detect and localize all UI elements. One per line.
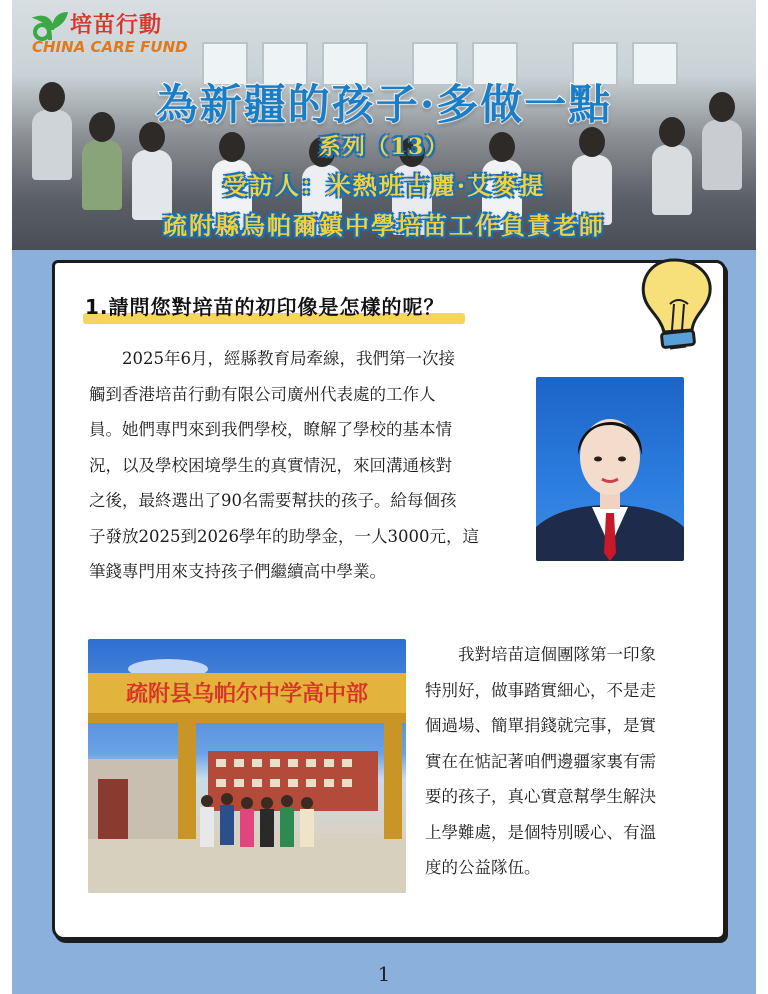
question-heading: 1.請問您對培苗的初印像是怎樣的呢？: [85, 295, 445, 319]
school-gate-illustration: [88, 639, 406, 893]
paragraph-line: 觸到香港培苗行動有限公司廣州代表處的工作人: [89, 384, 436, 404]
answer-paragraph-2: [425, 637, 695, 886]
paragraph-line: 上學難處，是個特別暖心、有溫: [425, 822, 656, 842]
paragraph-line: 個過場、簡單捐錢就完事，是實: [425, 716, 656, 735]
paragraph-line: 2025年6月，經縣教育局牽線，我們第一次接: [89, 349, 455, 368]
school-sign-text: 疏附县乌帕尔中学高中部: [125, 682, 369, 707]
page-number: 1: [377, 962, 391, 986]
paragraph-line: 筆錢專門用來支持孩子們繼續高中學業。: [89, 562, 386, 581]
paragraph-line: 況，以及學校困境學生的真實情況，來回溝通核對: [89, 455, 452, 475]
paragraph-line: 子發放2025到2026學年的助學金，一人3000元，這: [89, 526, 479, 546]
paragraph-line: 我對培苗這個團隊第一印象: [425, 645, 656, 664]
china-care-fund-logo: [32, 6, 192, 60]
answer-paragraph-1: [89, 341, 509, 590]
light-bulb-icon: [634, 252, 720, 356]
logo-english-text: CHINA CARE FUND: [32, 38, 188, 56]
logo-chinese-text: 培苗行動: [70, 13, 163, 38]
article-card: [52, 260, 726, 940]
series-label: 系列（13）: [318, 134, 450, 160]
paragraph-line: 實在在惦記著咱們邊疆家裏有需: [425, 751, 656, 771]
paragraph-line: 度的公益隊伍。: [425, 858, 541, 877]
paragraph-line: 要的孩子，真心實意幫學生解決: [425, 787, 656, 806]
sprout-icon: [32, 8, 70, 42]
paragraph-line: 特別好，做事踏實細心，不是走: [425, 680, 656, 700]
paragraph-line: 員。她們專門來到我們學校，瞭解了學校的基本情: [89, 420, 452, 439]
interviewee-role: 疏附縣烏帕爾鎮中學培苗工作負責老師: [163, 211, 605, 240]
paragraph-line: 之後，最終選出了90名需要幫扶的孩子。給每個孩: [89, 491, 457, 510]
school-gate-photo: [88, 639, 406, 893]
portrait-illustration: [536, 377, 684, 561]
interviewee-label: 受訪人：米熱班古麗·艾麥提: [222, 171, 546, 200]
page-title: 為新疆的孩子·多做一點: [155, 80, 613, 129]
header-banner-photo: [12, 0, 756, 250]
interviewee-portrait: [536, 377, 684, 561]
